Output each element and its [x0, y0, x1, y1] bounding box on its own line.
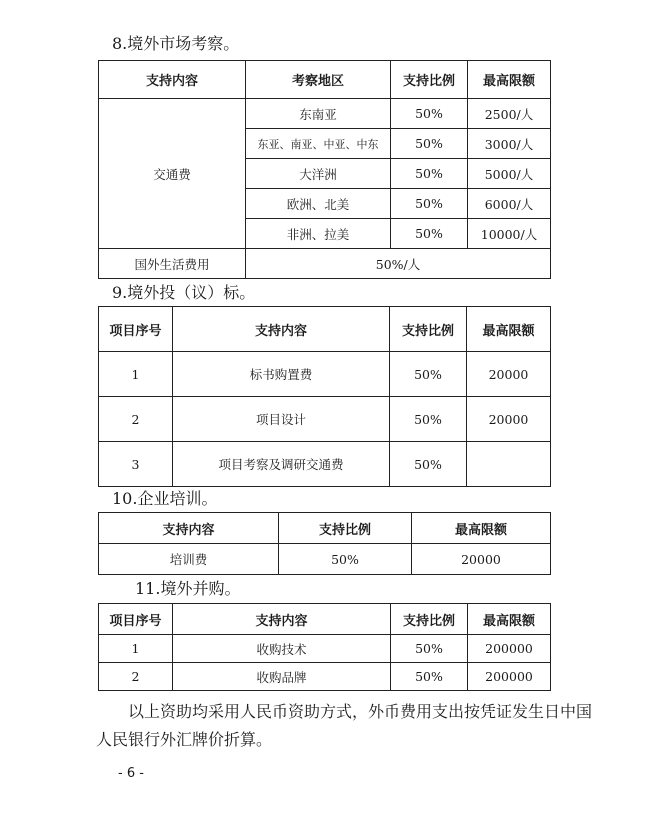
limit-cell: 10000/人: [468, 219, 551, 249]
region-cell: 非洲、拉美: [246, 219, 391, 249]
table-row: [99, 352, 551, 397]
header-cell: 项目序号: [99, 307, 173, 352]
page-number: - 6 -: [118, 766, 144, 781]
living-cost-value: 50%/人: [246, 249, 551, 279]
table-row: [99, 397, 551, 442]
living-cost-label: 国外生活费用: [99, 249, 246, 279]
ratio-cell: 50%: [279, 544, 412, 575]
content-cell: 收购品牌: [173, 663, 391, 691]
header-cell: 支持比例: [391, 604, 468, 635]
header-cell: 支持比例: [279, 513, 412, 544]
header-cell: 最高限额: [467, 307, 551, 352]
region-cell: 东南亚: [246, 99, 391, 129]
header-cell: 最高限额: [468, 61, 551, 99]
table-header-row: [99, 513, 551, 544]
header-cell: 支持内容: [99, 513, 279, 544]
content-cell: 项目考察及调研交通费: [173, 442, 390, 487]
section-10-title: 10.企业培训。: [112, 489, 218, 508]
table-header-row: [99, 307, 551, 352]
content-cell: 项目设计: [173, 397, 390, 442]
ratio-cell: 50%: [391, 159, 468, 189]
table-row: [99, 635, 551, 663]
header-cell: 支持内容: [99, 61, 246, 99]
item-number-cell: 3: [99, 442, 173, 487]
limit-cell: 20000: [467, 352, 551, 397]
content-cell: 收购技术: [173, 635, 391, 663]
ratio-cell: 50%: [391, 635, 468, 663]
header-cell: 支持内容: [173, 604, 391, 635]
region-cell: 东亚、南亚、中亚、中东: [246, 129, 391, 159]
market-survey-table: [98, 60, 551, 279]
footer-paragraph: 以上资助均采用人民币资助方式，外币费用支出按凭证发生日中国人民银行外汇牌价折算。: [96, 702, 593, 749]
bidding-table: [98, 306, 551, 487]
limit-cell: 20000: [467, 397, 551, 442]
ratio-cell: 50%: [390, 397, 467, 442]
header-cell: 项目序号: [99, 604, 173, 635]
item-number-cell: 1: [99, 352, 173, 397]
header-cell: 支持比例: [390, 307, 467, 352]
table-header-row: [99, 604, 551, 635]
item-number-cell: 1: [99, 635, 173, 663]
limit-cell: 2500/人: [468, 99, 551, 129]
table-row: [99, 99, 551, 129]
ratio-cell: 50%: [391, 129, 468, 159]
limit-cell: 5000/人: [468, 159, 551, 189]
header-cell: 考察地区: [246, 61, 391, 99]
table-row: [99, 249, 551, 279]
table-row: [99, 442, 551, 487]
transport-fee-label: 交通费: [99, 99, 246, 249]
region-cell: 大洋洲: [246, 159, 391, 189]
header-cell: 支持内容: [173, 307, 390, 352]
item-number-cell: 2: [99, 397, 173, 442]
section-9-title: 9.境外投（议）标。: [112, 283, 256, 302]
ratio-cell: 50%: [391, 99, 468, 129]
table-header-row: [99, 61, 551, 99]
region-cell: 欧洲、北美: [246, 189, 391, 219]
ratio-cell: 50%: [391, 189, 468, 219]
section-8-title: 8.境外市场考察。: [112, 34, 240, 53]
table-row: [99, 663, 551, 691]
table-row: [99, 544, 551, 575]
limit-cell: 200000: [468, 635, 551, 663]
ratio-cell: 50%: [391, 663, 468, 691]
item-number-cell: 2: [99, 663, 173, 691]
header-cell: 支持比例: [391, 61, 468, 99]
header-cell: 最高限额: [412, 513, 551, 544]
section-11-title: 11.境外并购。: [135, 579, 241, 598]
limit-cell: [467, 442, 551, 487]
content-cell: 培训费: [99, 544, 279, 575]
limit-cell: 3000/人: [468, 129, 551, 159]
limit-cell: 6000/人: [468, 189, 551, 219]
header-cell: 最高限额: [468, 604, 551, 635]
training-table: [98, 512, 551, 575]
content-cell: 标书购置费: [173, 352, 390, 397]
limit-cell: 20000: [412, 544, 551, 575]
acquisition-table: [98, 603, 551, 691]
ratio-cell: 50%: [391, 219, 468, 249]
ratio-cell: 50%: [390, 352, 467, 397]
limit-cell: 200000: [468, 663, 551, 691]
ratio-cell: 50%: [390, 442, 467, 487]
